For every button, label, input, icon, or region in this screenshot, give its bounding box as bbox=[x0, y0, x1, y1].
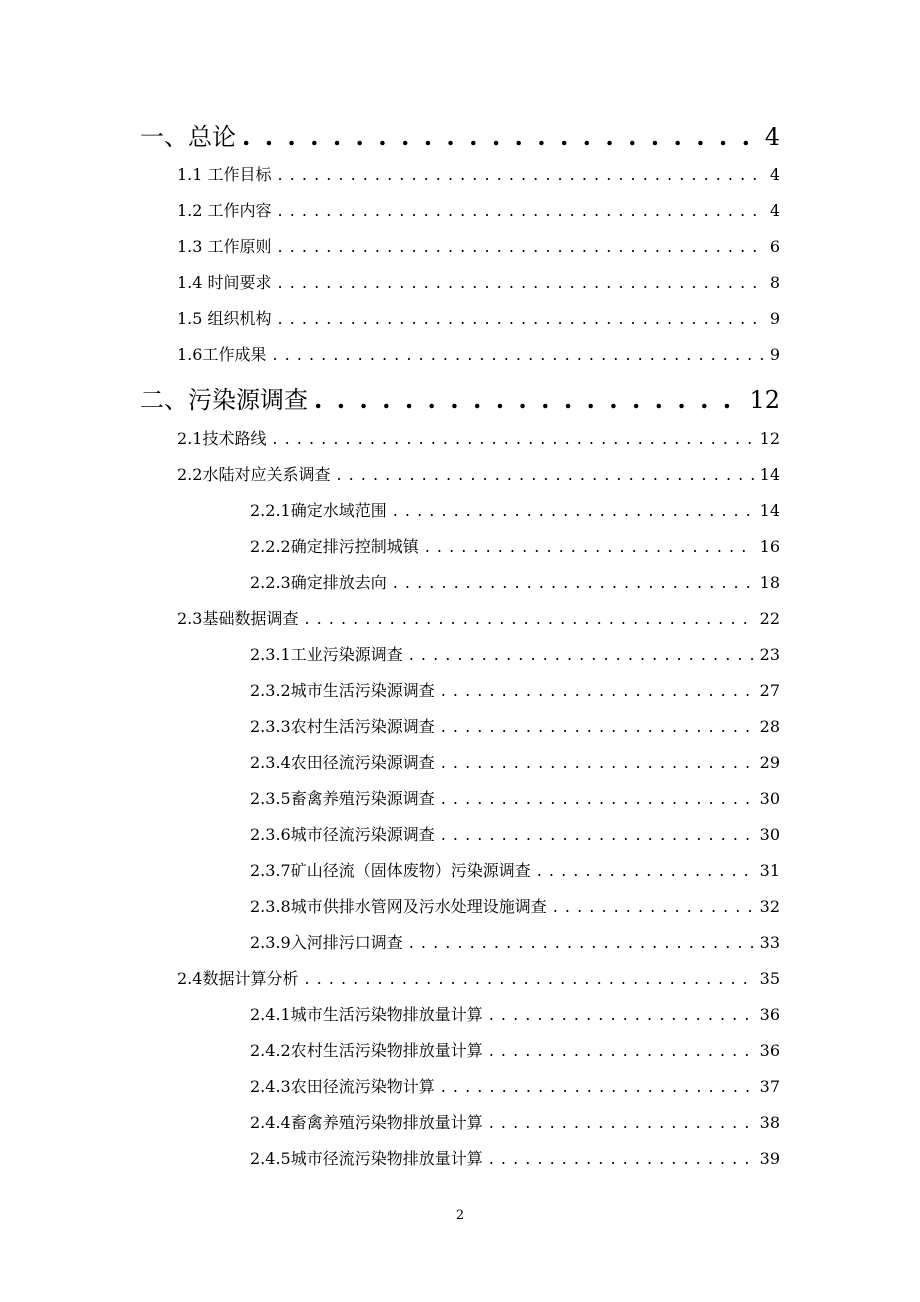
toc-dot-leader bbox=[537, 861, 754, 880]
toc-entry-page: 12 bbox=[759, 429, 780, 448]
toc-dot-leader bbox=[489, 1005, 754, 1024]
toc-dot-leader bbox=[489, 1041, 754, 1060]
toc-entry[interactable] bbox=[250, 534, 780, 557]
toc-entry[interactable] bbox=[250, 822, 780, 845]
toc-dot-leader bbox=[409, 933, 754, 952]
toc-entry-page: 18 bbox=[759, 573, 780, 592]
toc-entry[interactable] bbox=[250, 1002, 780, 1025]
toc-entry-label: 2.3.1工业污染源调查 bbox=[250, 645, 403, 664]
toc-entry-page: 38 bbox=[759, 1113, 780, 1132]
toc-dot-leader bbox=[272, 345, 763, 364]
toc-entry[interactable] bbox=[177, 342, 780, 365]
toc-entry-page: 8 bbox=[769, 273, 780, 292]
toc-entry[interactable] bbox=[250, 678, 780, 701]
toc-entry-page: 29 bbox=[759, 753, 780, 772]
toc-entry[interactable] bbox=[250, 858, 780, 881]
toc-entry-page: 36 bbox=[759, 1005, 780, 1024]
toc-dot-leader bbox=[441, 753, 754, 772]
toc-dot-leader bbox=[314, 385, 743, 414]
toc-dot-leader bbox=[336, 465, 753, 484]
toc-entry[interactable] bbox=[250, 786, 780, 809]
toc-entry-label: 2.4.3农田径流污染物计算 bbox=[250, 1077, 435, 1096]
toc-entry-page: 39 bbox=[759, 1149, 780, 1168]
toc-entry-label: 2.3.8城市供排水管网及污水处理设施调查 bbox=[250, 897, 547, 916]
toc-entry-label: 1.3 工作原则 bbox=[177, 237, 272, 256]
toc-entry-label: 2.4.4畜禽养殖污染物排放量计算 bbox=[250, 1113, 483, 1132]
toc-entry-page: 4 bbox=[764, 123, 780, 151]
toc-dot-leader bbox=[441, 681, 754, 700]
toc-entry-page: 6 bbox=[769, 237, 780, 256]
toc-dot-leader bbox=[441, 717, 754, 736]
toc-entry-page: 36 bbox=[759, 1041, 780, 1060]
toc-dot-leader bbox=[393, 573, 754, 592]
toc-entry-page: 22 bbox=[759, 609, 780, 628]
toc-entry-page: 35 bbox=[759, 969, 780, 988]
toc-entry[interactable] bbox=[177, 606, 780, 629]
toc-entry-label: 1.4 时间要求 bbox=[177, 273, 272, 292]
toc-entry-label: 2.2.1确定水域范围 bbox=[250, 501, 387, 520]
toc-entry-page: 30 bbox=[759, 825, 780, 844]
toc-entry[interactable] bbox=[250, 642, 780, 665]
toc-entry-label: 2.3.4农田径流污染源调查 bbox=[250, 753, 435, 772]
toc-dot-leader bbox=[409, 645, 754, 664]
toc-entry-page: 14 bbox=[759, 465, 780, 484]
toc-entry[interactable] bbox=[177, 462, 780, 485]
toc-entry[interactable] bbox=[140, 117, 780, 152]
toc-dot-leader bbox=[553, 897, 754, 916]
toc-dot-leader bbox=[278, 201, 764, 220]
toc-entry-page: 23 bbox=[759, 645, 780, 664]
toc-entry[interactable] bbox=[140, 380, 780, 415]
page-number: 2 bbox=[455, 1208, 465, 1223]
toc-dot-leader bbox=[393, 501, 754, 520]
toc-entry[interactable] bbox=[177, 306, 780, 329]
toc-dot-leader bbox=[242, 122, 759, 151]
toc-entry[interactable] bbox=[177, 162, 780, 185]
toc-dot-leader bbox=[278, 273, 764, 292]
toc-entry-page: 32 bbox=[759, 897, 780, 916]
toc-entry[interactable] bbox=[250, 750, 780, 773]
toc-entry-label: 二、污染源调查 bbox=[140, 386, 308, 414]
toc-entry-page: 27 bbox=[759, 681, 780, 700]
toc-entry-label: 一、总论 bbox=[140, 123, 236, 151]
toc-entry-label: 2.2.2确定排污控制城镇 bbox=[250, 537, 419, 556]
toc-entry-label: 2.4.2农村生活污染物排放量计算 bbox=[250, 1041, 483, 1060]
toc-entry-page: 14 bbox=[759, 501, 780, 520]
toc-entry-page: 33 bbox=[759, 933, 780, 952]
toc-entry[interactable] bbox=[177, 966, 780, 989]
toc-dot-leader bbox=[278, 309, 764, 328]
toc-dot-leader bbox=[304, 609, 753, 628]
toc-entry-label: 2.3.2城市生活污染源调查 bbox=[250, 681, 435, 700]
toc-entry[interactable] bbox=[177, 426, 780, 449]
toc-dot-leader bbox=[304, 969, 753, 988]
toc-entry[interactable] bbox=[250, 1074, 780, 1097]
toc-entry-page: 4 bbox=[769, 201, 780, 220]
toc-entry-label: 2.3.9入河排污口调查 bbox=[250, 933, 403, 952]
toc-dot-leader bbox=[489, 1149, 754, 1168]
toc-entry-label: 2.3.5畜禽养殖污染源调查 bbox=[250, 789, 435, 808]
toc-entry[interactable] bbox=[177, 234, 780, 257]
toc-entry-page: 28 bbox=[759, 717, 780, 736]
toc-entry-label: 2.3基础数据调查 bbox=[177, 609, 299, 628]
toc-entry-label: 2.4数据计算分析 bbox=[177, 969, 299, 988]
toc-dot-leader bbox=[278, 237, 764, 256]
toc-entry-label: 2.3.3农村生活污染源调查 bbox=[250, 717, 435, 736]
toc-dot-leader bbox=[278, 165, 764, 184]
toc-entry[interactable] bbox=[177, 270, 780, 293]
toc-entry-label: 1.5 组织机构 bbox=[177, 309, 272, 328]
toc-entry-page: 12 bbox=[749, 386, 780, 414]
toc-entry[interactable] bbox=[177, 198, 780, 221]
toc-dot-leader bbox=[441, 1077, 754, 1096]
toc-entry-page: 37 bbox=[759, 1077, 780, 1096]
toc-entry[interactable] bbox=[250, 498, 780, 521]
toc-entry-label: 2.4.5城市径流污染物排放量计算 bbox=[250, 1149, 483, 1168]
toc-entry-label: 2.3.7矿山径流（固体废物）污染源调查 bbox=[250, 861, 531, 880]
toc-entry[interactable] bbox=[250, 1146, 780, 1169]
toc-dot-leader bbox=[489, 1113, 754, 1132]
toc-entry-label: 2.1技术路线 bbox=[177, 429, 267, 448]
toc-entry[interactable] bbox=[250, 714, 780, 737]
toc-dot-leader bbox=[272, 429, 753, 448]
toc-dot-leader bbox=[441, 825, 754, 844]
toc-dot-leader bbox=[425, 537, 754, 556]
toc-entry-page: 9 bbox=[769, 345, 780, 364]
toc-entry-page: 4 bbox=[769, 165, 780, 184]
toc-entry-label: 2.4.1城市生活污染物排放量计算 bbox=[250, 1005, 483, 1024]
toc-entry-page: 30 bbox=[759, 789, 780, 808]
toc-entry-page: 9 bbox=[769, 309, 780, 328]
toc-entry-page: 16 bbox=[759, 537, 780, 556]
toc-entry-label: 2.3.6城市径流污染源调查 bbox=[250, 825, 435, 844]
toc-entry-label: 1.1 工作目标 bbox=[177, 165, 272, 184]
toc-entry[interactable] bbox=[250, 930, 780, 953]
toc-entry-page: 31 bbox=[759, 861, 780, 880]
toc-entry[interactable] bbox=[250, 570, 780, 593]
toc-entry-label: 2.2.3确定排放去向 bbox=[250, 573, 387, 592]
toc-entry-label: 2.2水陆对应关系调查 bbox=[177, 465, 331, 484]
toc-entry[interactable] bbox=[250, 1038, 780, 1061]
toc-entry-label: 1.6工作成果 bbox=[177, 345, 267, 364]
toc-entry-label: 1.2 工作内容 bbox=[177, 201, 272, 220]
toc-entry[interactable] bbox=[250, 894, 780, 917]
toc-entry[interactable] bbox=[250, 1110, 780, 1133]
toc-dot-leader bbox=[441, 789, 754, 808]
